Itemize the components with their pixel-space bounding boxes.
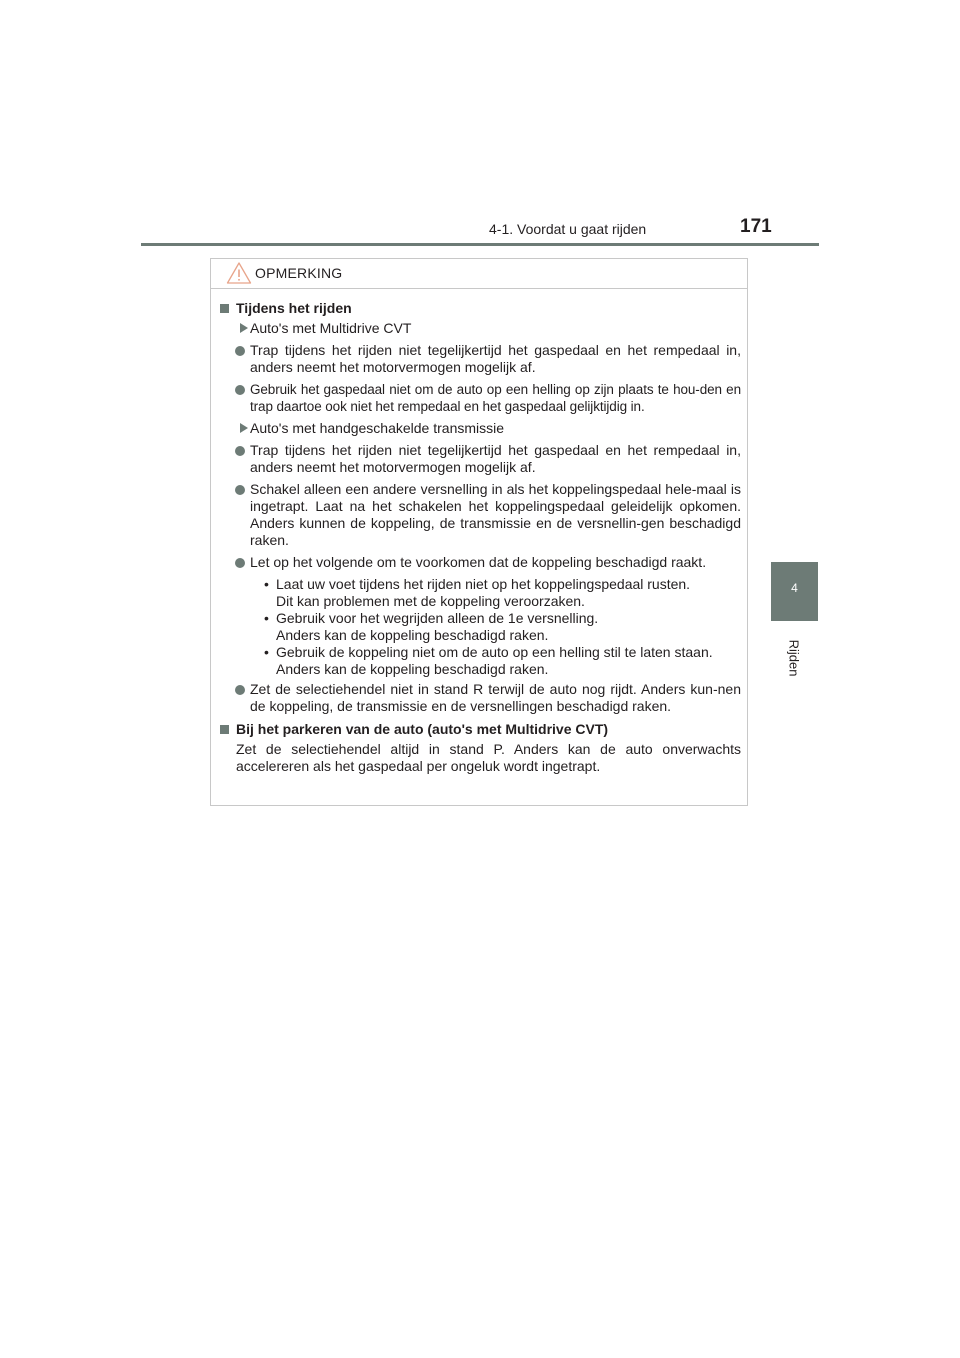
- sub-list-item: • Gebruik de koppeling niet om de auto op een helling stil te laten staan. Anders kan de koppeling beschadigd raken.: [264, 644, 741, 678]
- paragraph: Zet de selectiehendel altijd in stand P. Anders kan de auto onverwachts accelereren als het gaspedaal per ongeluk wordt ingetrapt.: [236, 741, 741, 774]
- section-title: 4-1. Voordat u gaat rijden: [489, 221, 647, 237]
- square-bullet-icon: [220, 725, 229, 734]
- bullet-item: Zet de selectiehendel niet in stand R terwijl de auto nog rijdt. Anders kun-nen de koppeling, de transmissie en de versnellingen beschadigd raken.: [218, 681, 741, 715]
- page-number: 171: [740, 216, 772, 237]
- chapter-label: Rijden: [786, 639, 802, 677]
- notice-header: [211, 259, 747, 289]
- warning-triangle-icon: [226, 261, 252, 285]
- bullet-item: Gebruik het gaspedaal niet om de auto op een helling op zijn plaats te hou-den en trap daartoe ook niet het rempedaal en het gaspedaal gelijktijdig in.: [218, 381, 741, 415]
- bullet-item: Let op het volgende om te voorkomen dat de koppeling beschadigd raakt.: [218, 554, 741, 571]
- bullet-item: Trap tijdens het rijden niet tegelijkertijd het gaspedaal en het rempedaal in, anders neemt het motorvermogen mogelijk af.: [218, 342, 741, 376]
- sub-list-item: • Laat uw voet tijdens het rijden niet op het koppelingspedaal rusten. Dit kan problemen met de koppeling veroorzaken.: [264, 576, 741, 610]
- subheading: Auto's met Multidrive CVT: [218, 320, 741, 337]
- circle-bullet-icon: [235, 485, 245, 495]
- section-heading: Tijdens het rijden: [218, 300, 741, 317]
- circle-bullet-icon: [235, 685, 245, 695]
- subheading: Auto's met handgeschakelde transmissie: [218, 420, 741, 437]
- bullet-item: Schakel alleen een andere versnelling in als het koppelingspedaal hele-maal is ingetrapt. Laat na het schakelen het koppelingspedaal geleidelijk opkomen. Anders kunnen de koppeling, de transmissie en de versnellin-gen beschadigd raken.: [218, 481, 741, 549]
- notice-box: [210, 258, 748, 806]
- notice-body: [211, 289, 747, 775]
- notice-title: OPMERKING: [255, 265, 343, 281]
- bullet-item: Trap tijdens het rijden niet tegelijkertijd het gaspedaal en het rempedaal in, anders neemt het motorvermogen mogelijk af.: [218, 442, 741, 476]
- square-bullet-icon: [220, 304, 229, 313]
- chapter-number: 4: [791, 581, 798, 595]
- circle-bullet-icon: [235, 558, 245, 568]
- sub-list: [218, 576, 741, 678]
- chapter-tab: [771, 562, 818, 621]
- triangle-arrow-icon: [240, 323, 248, 333]
- circle-bullet-icon: [235, 446, 245, 456]
- circle-bullet-icon: [235, 346, 245, 356]
- sub-list-item: • Gebruik voor het wegrijden alleen de 1e versnelling. Anders kan de koppeling beschadigd raken.: [264, 610, 741, 644]
- triangle-arrow-icon: [240, 423, 248, 433]
- header-divider: [141, 243, 819, 246]
- circle-bullet-icon: [235, 385, 245, 395]
- section-heading: Bij het parkeren van de auto (auto's met Multidrive CVT): [218, 721, 741, 738]
